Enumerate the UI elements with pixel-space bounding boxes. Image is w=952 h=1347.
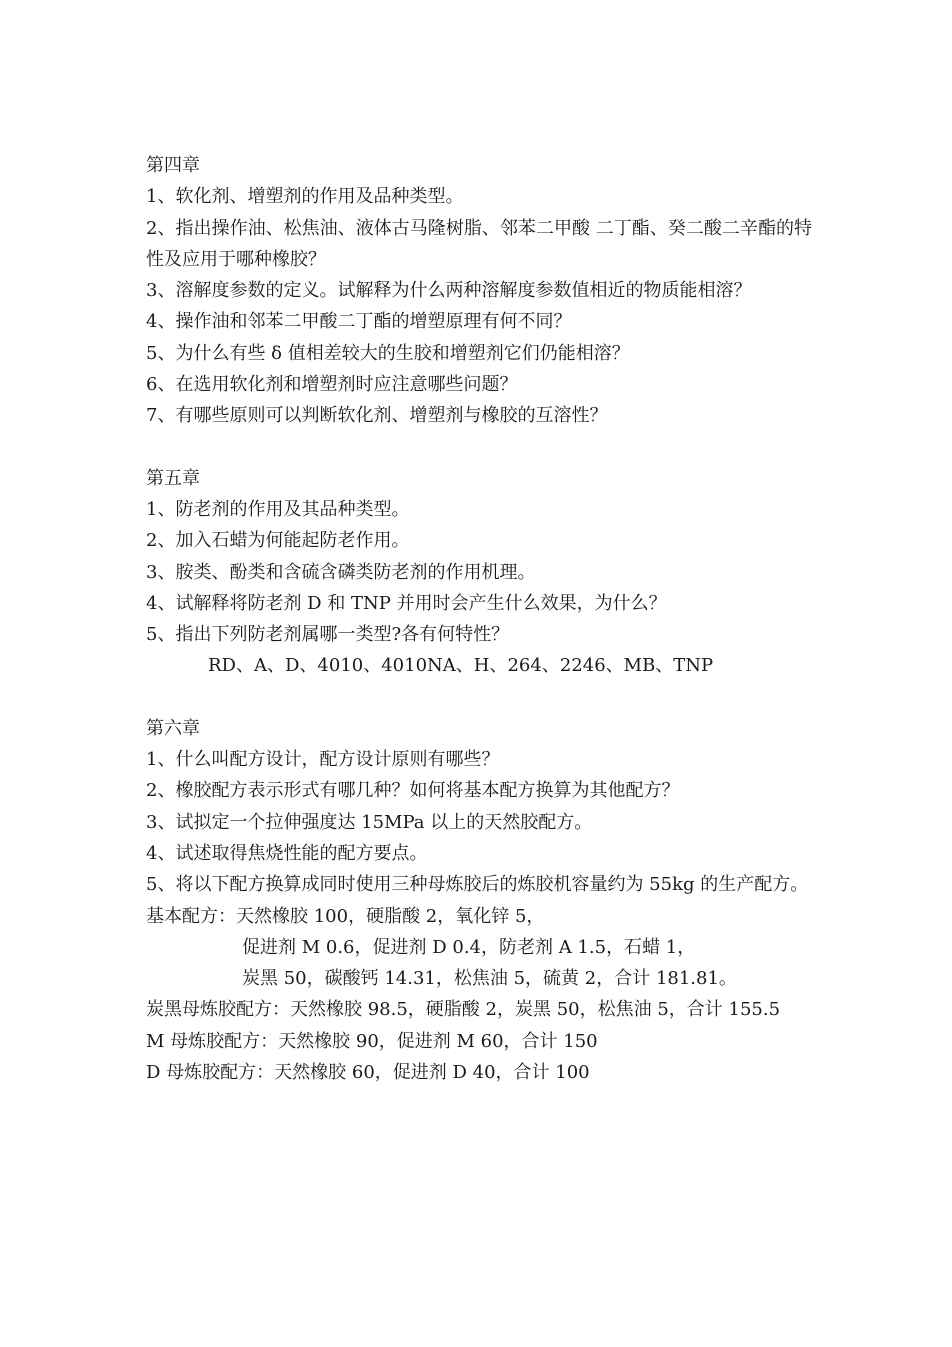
question-item: 3、胺类、酚类和含硫含磷类防老剂的作用机理。 [146, 561, 536, 583]
question-item: 4、试解释将防老剂 D 和 TNP 并用时会产生什么效果，为什么？ [146, 592, 667, 614]
chapter-title: 第四章 [146, 155, 200, 176]
masterbatch-formulas [146, 994, 812, 1088]
masterbatch-formula-carbon-black: 炭黑母炼胶配方：天然橡胶 98.5，硬脂酸 2，炭黑 50，松焦油 5，合计 155.5 [146, 999, 781, 1021]
question-item: 7、有哪些原则可以判断软化剂、增塑剂与橡胶的互溶性？ [146, 405, 608, 427]
question-item: 5、为什么有些 δ 值相差较大的生胶和增塑剂它们仍能相溶？ [146, 342, 630, 364]
basic-formula-line: 基本配方：天然橡胶 100，硬脂酸 2，氧化锌 5， [146, 905, 545, 927]
question-item: 1、什么叫配方设计，配方设计原则有哪些？ [146, 749, 500, 771]
document-page [146, 150, 812, 1088]
chapter-title: 第六章 [146, 717, 200, 739]
question-item: 3、溶解度参数的定义。试解释为什么两种溶解度参数值相近的物质能相溶？ [146, 280, 752, 302]
masterbatch-formula-d: D 母炼胶配方：天然橡胶 60，促进剂 D 40，合计 100 [146, 1062, 590, 1084]
basic-formula [146, 901, 812, 995]
masterbatch-formula-m: M 母炼胶配方：天然橡胶 90，促进剂 M 60，合计 150 [146, 1030, 598, 1052]
question-item: 2、指出操作油、松焦油、液体古马隆树脂、邻苯二甲酸 二丁酯、癸二酸二辛酯的特性及应用于哪种橡胶？ [146, 217, 812, 270]
question-item: 1、防老剂的作用及其品种类型。 [146, 498, 410, 520]
question-item: 2、加入石蜡为何能起防老作用。 [146, 530, 410, 552]
question-item: 3、试拟定一个拉伸强度达 15MPa 以上的天然胶配方。 [146, 811, 593, 833]
question-item: 1、软化剂、增塑剂的作用及品种类型。 [146, 186, 464, 208]
question-item: 5、指出下列防老剂属哪一类型?各有何特性？ [146, 624, 510, 646]
question-item: 5、将以下配方换算成同时使用三种母炼胶后的炼胶机容量约为 55kg 的生产配方。 [146, 874, 809, 896]
chapter-four [146, 150, 812, 432]
question-item: 2、橡胶配方表示形式有哪几种？如何将基本配方换算为其他配方？ [146, 780, 680, 802]
chapter-six [146, 713, 812, 1089]
antioxidant-list: RD、A、D、4010、4010NA、H、264、2246、MB、TNP [208, 655, 714, 677]
chapter-title: 第五章 [146, 467, 200, 489]
question-item: 4、操作油和邻苯二甲酸二丁酯的增塑原理有何不同？ [146, 311, 572, 333]
basic-formula-line: 促进剂 M 0.6，促进剂 D 0.4，防老剂 A 1.5，石蜡 1， [242, 936, 696, 958]
basic-formula-line: 炭黑 50，碳酸钙 14.31，松焦油 5，硫黄 2，合计 181.81。 [242, 968, 737, 990]
chapter-five [146, 463, 812, 682]
question-item: 4、试述取得焦烧性能的配方要点。 [146, 842, 428, 864]
question-item: 6、在选用软化剂和增塑剂时应注意哪些问题？ [146, 374, 518, 396]
